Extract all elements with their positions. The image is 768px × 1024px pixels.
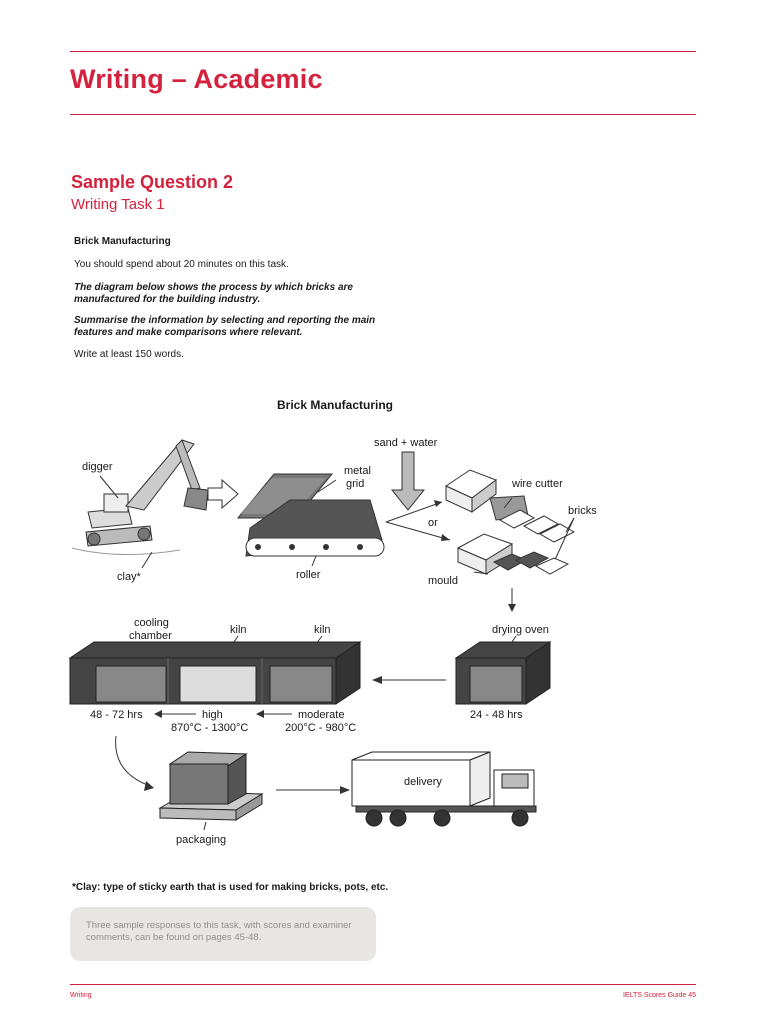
moderate-temperature: 200°C - 980°C — [285, 722, 357, 734]
delivery-truck — [352, 752, 536, 826]
grid-label: grid — [346, 478, 365, 490]
high-temperature: 870°C - 1300°C — [171, 722, 249, 734]
arrow-to-grid — [208, 480, 238, 508]
packaging-label: packaging — [176, 834, 227, 846]
clay-footnote: *Clay: type of sticky earth that is used for making bricks, pots, etc. — [72, 882, 389, 893]
kiln-tunnel — [70, 642, 360, 704]
high-label: high — [202, 709, 223, 721]
chamber-label: chamber — [129, 630, 172, 642]
task-instruction: Summarise the information by selecting and reporting the main features and make comparisons where relevant. — [74, 315, 376, 338]
arrow-to-mould — [386, 522, 450, 540]
topic-label: Brick Manufacturing — [74, 236, 171, 247]
diagram-title: Brick Manufacturing — [276, 398, 393, 412]
drying-oven-label: drying oven — [492, 624, 549, 636]
sample-responses-note — [70, 907, 376, 961]
kiln-high-label: kiln — [230, 624, 247, 636]
sample-question-heading: Sample Question 2 — [71, 172, 234, 192]
footer-rule — [70, 984, 696, 985]
page-title: Writing – Academic — [70, 64, 323, 94]
footer-page-info: IELTS Scores Guide 45 — [622, 992, 696, 999]
writing-task-heading: Writing Task 1 — [71, 196, 165, 213]
drying-hours: 24 - 48 hrs — [470, 709, 523, 721]
mould-label: mould — [428, 575, 458, 587]
task-prompt: The diagram below shows the process by which bricks are manufactured for the building industry. — [74, 282, 353, 305]
cooling-label: cooling — [134, 617, 169, 629]
packaging-illustration — [160, 752, 262, 820]
wire-cutter-label: wire cutter — [512, 478, 563, 490]
kiln-moderate-label: kiln — [314, 624, 331, 636]
sand-water-arrow — [392, 452, 424, 510]
clay-label: clay* — [117, 571, 141, 583]
digger-illustration — [72, 440, 208, 555]
sand-water-label: sand + water — [374, 437, 438, 449]
moderate-label: moderate — [298, 709, 345, 721]
word-count-instruction: Write at least 150 words. — [74, 349, 184, 360]
or-label: or — [428, 517, 438, 529]
footer-section-label: Writing — [70, 992, 92, 999]
bricks-label: bricks — [568, 505, 597, 517]
arrow-to-packaging — [116, 736, 150, 786]
metal-label: metal — [344, 465, 371, 477]
roller-pointer — [312, 556, 316, 566]
roller-label: roller — [296, 569, 321, 581]
digger-label: digger — [82, 461, 113, 473]
delivery-label: delivery — [404, 776, 442, 788]
drying-oven — [456, 642, 550, 704]
time-instruction: You should spend about 20 minutes on this task. — [74, 259, 289, 270]
cooling-hours: 48 - 72 hrs — [90, 709, 143, 721]
note-text: Three sample responses to this task, with scores and examiner comments, can be found on pages 45-48. — [86, 920, 352, 943]
